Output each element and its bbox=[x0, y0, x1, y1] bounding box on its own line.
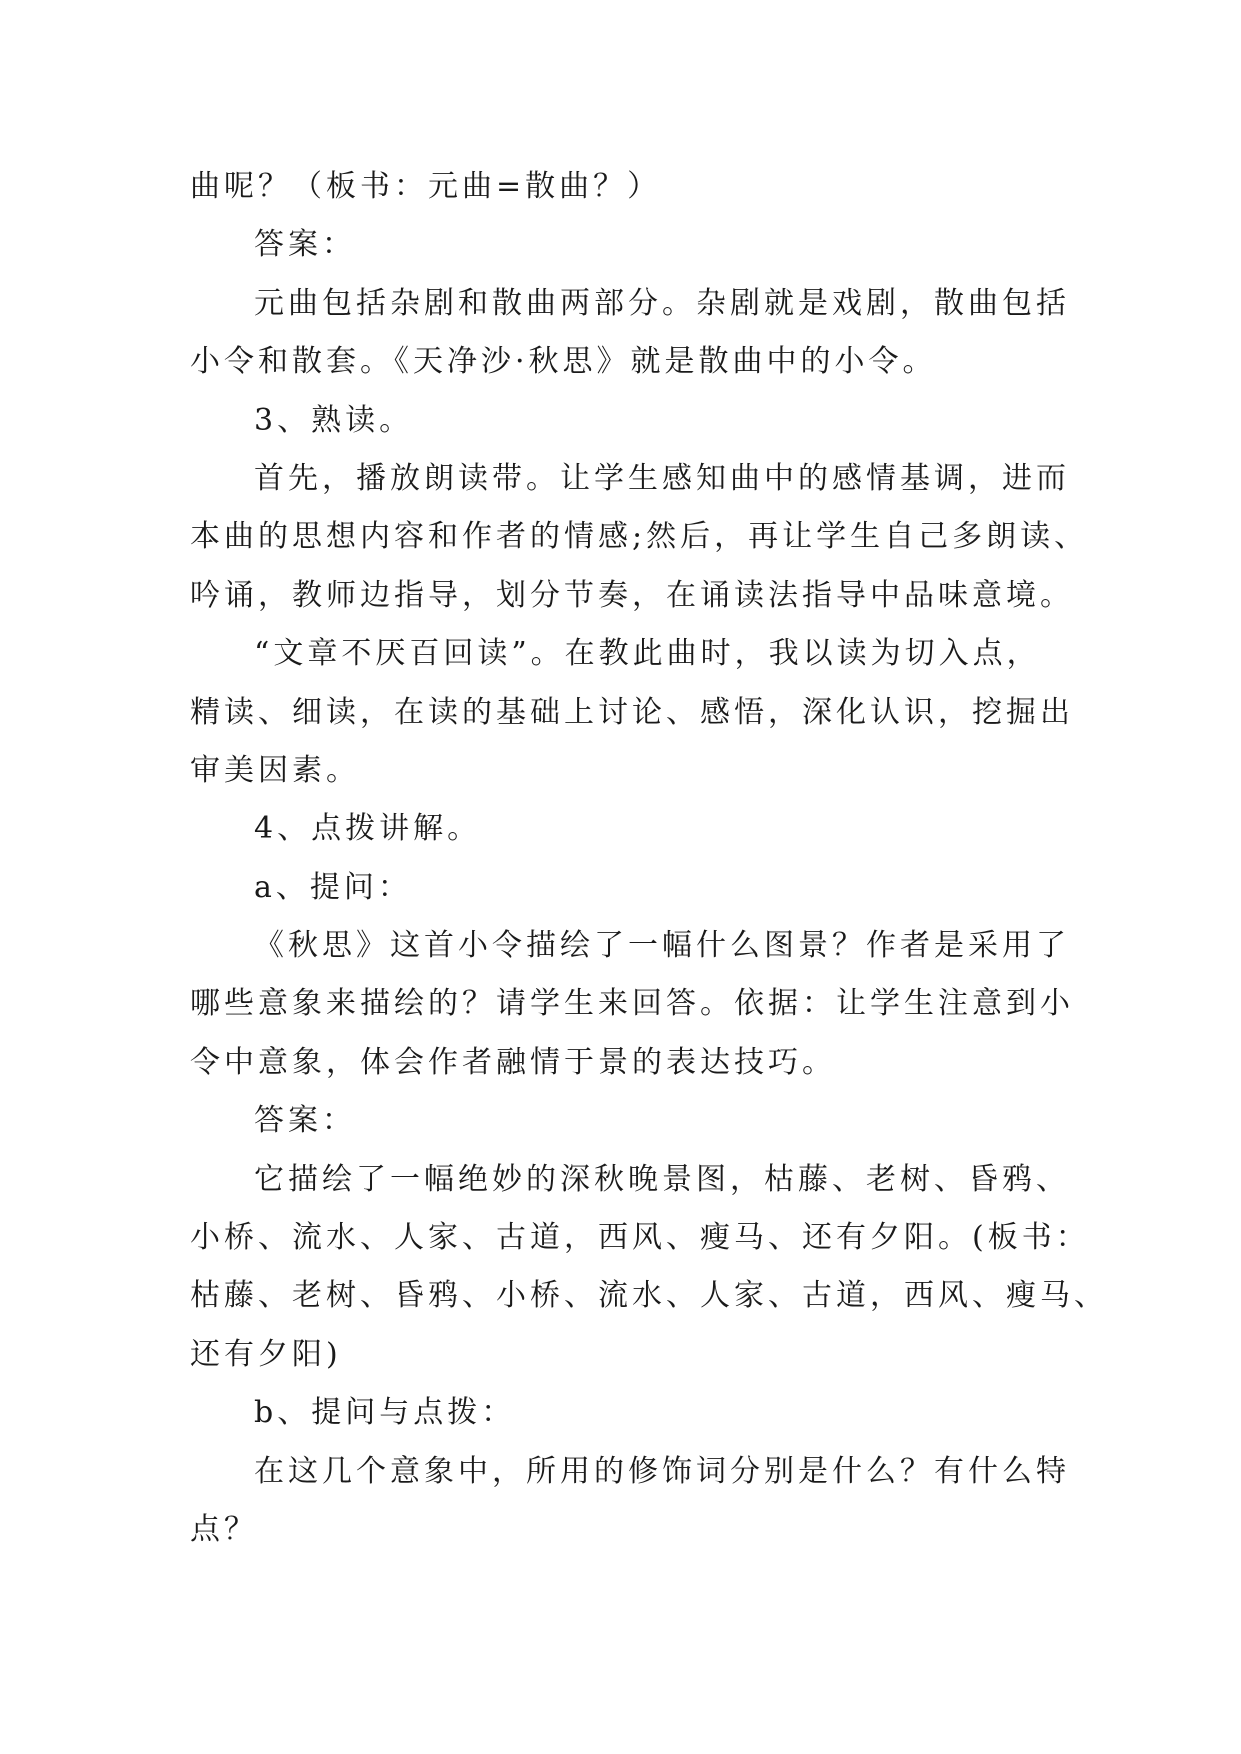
text-line: 小令和散套。《天净沙·秋思》就是散曲中的小令。 bbox=[190, 344, 937, 380]
document-body bbox=[190, 158, 1108, 1559]
text-line: a、提问： bbox=[254, 869, 412, 905]
text-line: 3、熟读。 bbox=[254, 402, 414, 438]
text-line: 曲呢？（板书：元曲=散曲？） bbox=[190, 169, 662, 204]
text-line: 它描绘了一幅绝妙的深秋晚景图，枯藤、老树、昏鸦、 bbox=[254, 1161, 1070, 1197]
text-line: 吟诵，教师边指导，划分节奏，在诵读法指导中品味意境。 bbox=[190, 577, 1074, 613]
text-line: 元曲包括杂剧和散曲两部分。杂剧就是戏剧，散曲包括 bbox=[254, 285, 1070, 321]
text-line: 审美因素。 bbox=[190, 752, 360, 788]
text-line: b、提问与点拨： bbox=[254, 1395, 516, 1431]
text-line: 还有夕阳) bbox=[190, 1336, 342, 1372]
text-line: 答案： bbox=[254, 1103, 356, 1139]
text-line: 答案： bbox=[254, 227, 356, 263]
text-line: 在这几个意象中，所用的修饰词分别是什么？有什么特 bbox=[254, 1453, 1070, 1489]
text-line: 令中意象，体会作者融情于景的表达技巧。 bbox=[190, 1044, 836, 1080]
text-line: 枯藤、老树、昏鸦、小桥、流水、人家、古道，西风、瘦马、 bbox=[190, 1278, 1108, 1314]
text-line: 点？ bbox=[190, 1511, 258, 1547]
text-line: 首先，播放朗读带。让学生感知曲中的感情基调，进而 bbox=[254, 460, 1070, 496]
text-line: 4、点拨讲解。 bbox=[254, 811, 482, 847]
text-line: “文章不厌百回读”。在教此曲时，我以读为切入点， bbox=[254, 636, 1041, 672]
text-line: 本曲的思想内容和作者的情感;然后，再让学生自己多朗读、 bbox=[190, 519, 1089, 555]
text-line: 小桥、流水、人家、古道，西风、瘦马、还有夕阳。(板书： bbox=[190, 1220, 1090, 1256]
text-line: 《秋思》这首小令描绘了一幅什么图景？作者是采用了 bbox=[254, 928, 1070, 964]
text-line: 精读、细读，在读的基础上讨论、感悟，深化认识，挖掘出 bbox=[190, 694, 1074, 730]
text-line: 哪些意象来描绘的？请学生来回答。依据：让学生注意到小 bbox=[190, 986, 1074, 1022]
